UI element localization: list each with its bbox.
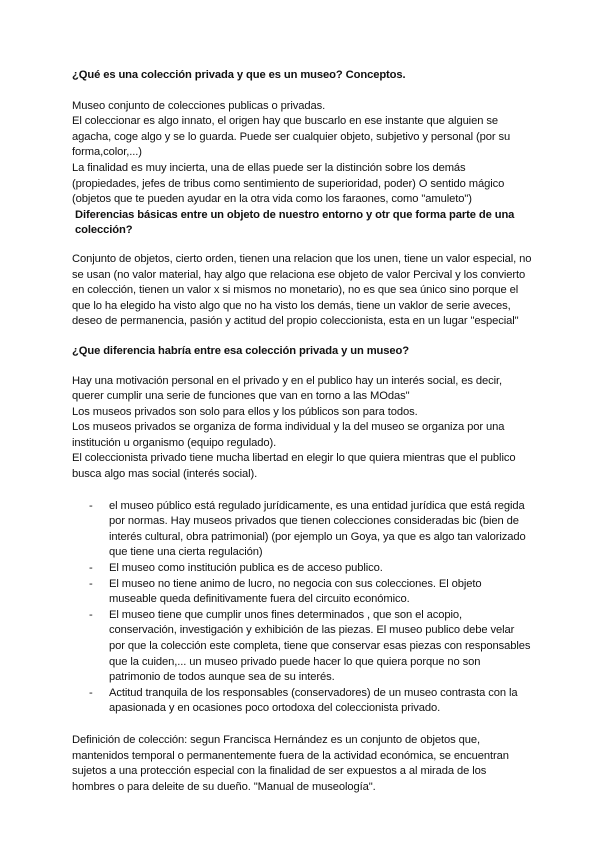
list-item-text: El museo tiene que cumplir unos fines determinados , que son el acopio, conservación, investigación y exhibición de las piezas. El museo publico debe velar por que la colección este completa, tiene que conservar esas piezas con responsables que la cuiden,... un museo privado puede hacer lo que quiera porque no son patrimonio de todos aunque sea de su interés.	[109, 608, 531, 684]
comparison-paragraph-4: El coleccionista privado tiene mucha libertad en elegir lo que quiera mientras que el publico busca algo mas social (interés social).	[72, 452, 516, 481]
intro-paragraph-3: La finalidad es muy incierta, una de ellas puede ser la distinción sobre los demás (propiedades, jefes de tribus como sentimiento de superioridad, poder) O sentido mágico (objetos que te pueden ayudar en la otra vida como los faraones, como "amuleto")	[72, 161, 505, 206]
list-item	[72, 686, 532, 717]
comparison-paragraph-2: Los museos privados son solo para ellos y los públicos son para todos.	[72, 405, 418, 418]
bullet-dash: -	[89, 499, 93, 512]
document-body	[72, 68, 532, 795]
list-item-text: el museo público está regulado jurídicamente, es una entidad jurídica que está regida por normas. Hay museos privados que tienen colecciones consideradas bic (bien de interés cultural, obra patrimonial) (por ejemplo un Goya, ya que es algo tan valorizado que tiene una cierta regulación)	[109, 499, 526, 559]
bullet-dash: -	[89, 562, 93, 575]
list-item-text: El museo como institución publica es de acceso publico.	[109, 562, 383, 575]
comparison-paragraph-3: Los museos privados se organiza de forma individual y la del museo se organiza por una institución u organismo (equipo regulado).	[72, 421, 505, 449]
bullet-dash: -	[89, 577, 93, 590]
intro-paragraph-2: El coleccionar es algo innato, el origen hay que buscarlo en ese instante que alguien se agacha, coge algo y se lo guarda. Puede ser cualquier objeto, subjetivo y personal (por su forma,color,...)	[72, 115, 511, 159]
intro-paragraph-1: Museo conjunto de colecciones publicas o privadas.	[72, 99, 326, 112]
heading-basic-differences: Diferencias básicas entre un objeto de nuestro entorno y otr que forma parte de una colección?	[75, 208, 515, 237]
collection-definition-paragraph: Definición de colección: segun Francisca Hernández es un conjunto de objetos que, mantenidos temporal o permanentemente fuera de la actividad económica, se encuentran sujetos a una protección especial con la finalidad de ser expuestos a al mirada de los hombres o para deleite de su dueño. "Manual de museología".	[72, 733, 509, 793]
bullet-dash: -	[89, 608, 93, 621]
differences-paragraph: Conjunto de objetos, cierto orden, tienen una relacion que los unen, tiene un valor especial, no se usan (no valor material, hay algo que relaciona ese objeto de valor Percival y los convierto en colección, tienen un valor x si mismos no monetario), no es que sea único sino porque el que lo ha elegido ha visto algo que no ha visto los demás, tiene un vaklor de serie aveces, deseo de permanencia, pasión y actitud del propio coleccionista, esta en un lugar "especial"	[72, 252, 532, 328]
list-item	[72, 577, 532, 608]
list-item	[72, 561, 532, 577]
list-item	[72, 608, 532, 686]
heading-what-is-collection: ¿Qué es una colección privada y que es un museo? Conceptos.	[72, 69, 406, 81]
list-item-text: El museo no tiene animo de lucro, no negocia con sus colecciones. El objeto museable queda definitivamente fuera del circuito económico.	[109, 577, 482, 606]
list-item	[72, 499, 532, 561]
museum-characteristics-list	[72, 499, 532, 717]
bullet-dash: -	[89, 686, 93, 699]
heading-private-vs-museum: ¿Que diferencia habría entre esa colección privada y un museo?	[72, 344, 409, 357]
comparison-paragraph-1: Hay una motivación personal en el privado y en el publico hay un interés social, es decir, querer cumplir una serie de funciones que van en torno a las MOdas"	[72, 374, 503, 403]
list-item-text: Actitud tranquila de los responsables (conservadores) de un museo contrasta con la apasionada y en ocasiones poco ortodoxa del coleccionista privado.	[109, 686, 518, 715]
